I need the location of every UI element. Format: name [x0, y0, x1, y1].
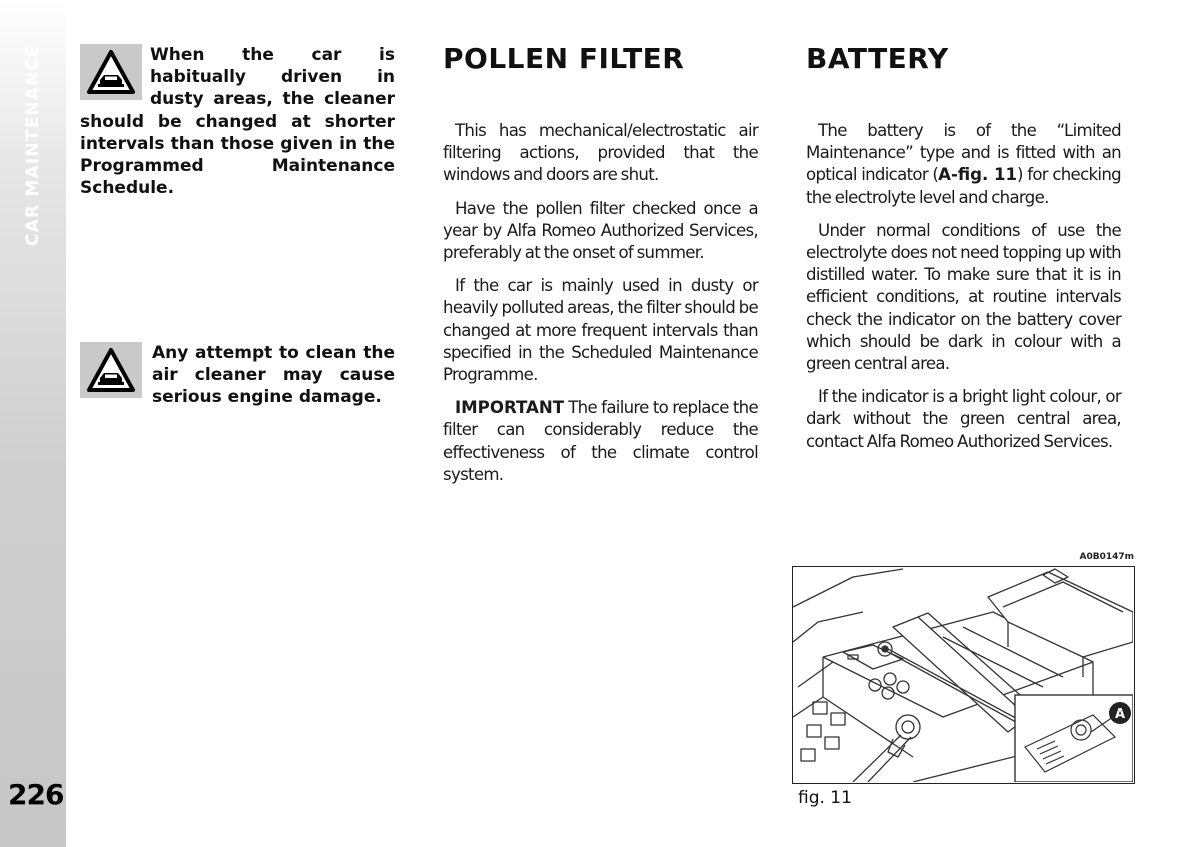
callout-a-label: A	[1114, 707, 1126, 722]
pollen-paragraph: This has mechanical/electrostatic air filtering actions, provided that the windows and doors are shut.	[443, 121, 758, 185]
battery-paragraph: Under normal conditions of use the electrolyte does not need topping up with distilled water. To make sure that it is in efficient conditions, at routine intervals check the indicator on the battery cover which should be dark in colour with a green central area.	[806, 220, 1121, 374]
figure-code: A0B0147m	[1079, 552, 1134, 562]
pollen-filter-heading: POLLEN FILTER	[443, 42, 685, 75]
battery-heading: BATTERY	[806, 42, 949, 75]
figure-caption: fig. 11	[798, 788, 852, 808]
car-warning-icon	[80, 342, 142, 398]
section-label: CAR MAINTENANCE	[23, 43, 43, 247]
pollen-important-paragraph	[443, 397, 758, 486]
warning-note-cleaning	[80, 342, 395, 409]
pollen-filter-section	[443, 40, 758, 497]
battery-paragraph	[806, 120, 1121, 209]
car-warning-icon	[80, 44, 142, 100]
page-number: 226	[8, 778, 64, 811]
warning-text: Any attempt to clean the air cleaner may cause serious engine damage.	[152, 343, 395, 408]
warning-note-dusty-areas	[80, 44, 395, 199]
battery-figure	[792, 566, 1135, 784]
warning-text: When the car is habitually driven in dusty areas, the cleaner should be changed at shorter intervals than those given in the Programmed Maintenance Schedule.	[80, 45, 395, 199]
important-label: IMPORTANT	[455, 398, 565, 418]
battery-section	[806, 40, 1121, 464]
battery-paragraph: If the indicator is a bright light colour, or dark without the green central area, contact Alfa Romeo Authorized Services.	[806, 387, 1121, 451]
battery-illustration	[793, 567, 1133, 782]
important-text: The failure to replace the filter can considerably reduce the effectiveness of the climate control system.	[443, 398, 758, 484]
pollen-paragraph: If the car is mainly used in dusty or heavily polluted areas, the filter should be changed at more frequent intervals than specified in the Scheduled Maintenance Programme.	[443, 276, 758, 385]
pollen-paragraph: Have the pollen filter checked once a year by Alfa Romeo Authorized Services, preferably at the onset of summer.	[443, 198, 758, 263]
battery-text: ) for checking the electrolyte level and charge.	[806, 165, 1121, 207]
battery-text: The battery is of the “Limited Maintenance” type and is fitted with an optical indicator (	[806, 121, 1121, 185]
figure-reference: A-fig. 11	[938, 165, 1018, 185]
